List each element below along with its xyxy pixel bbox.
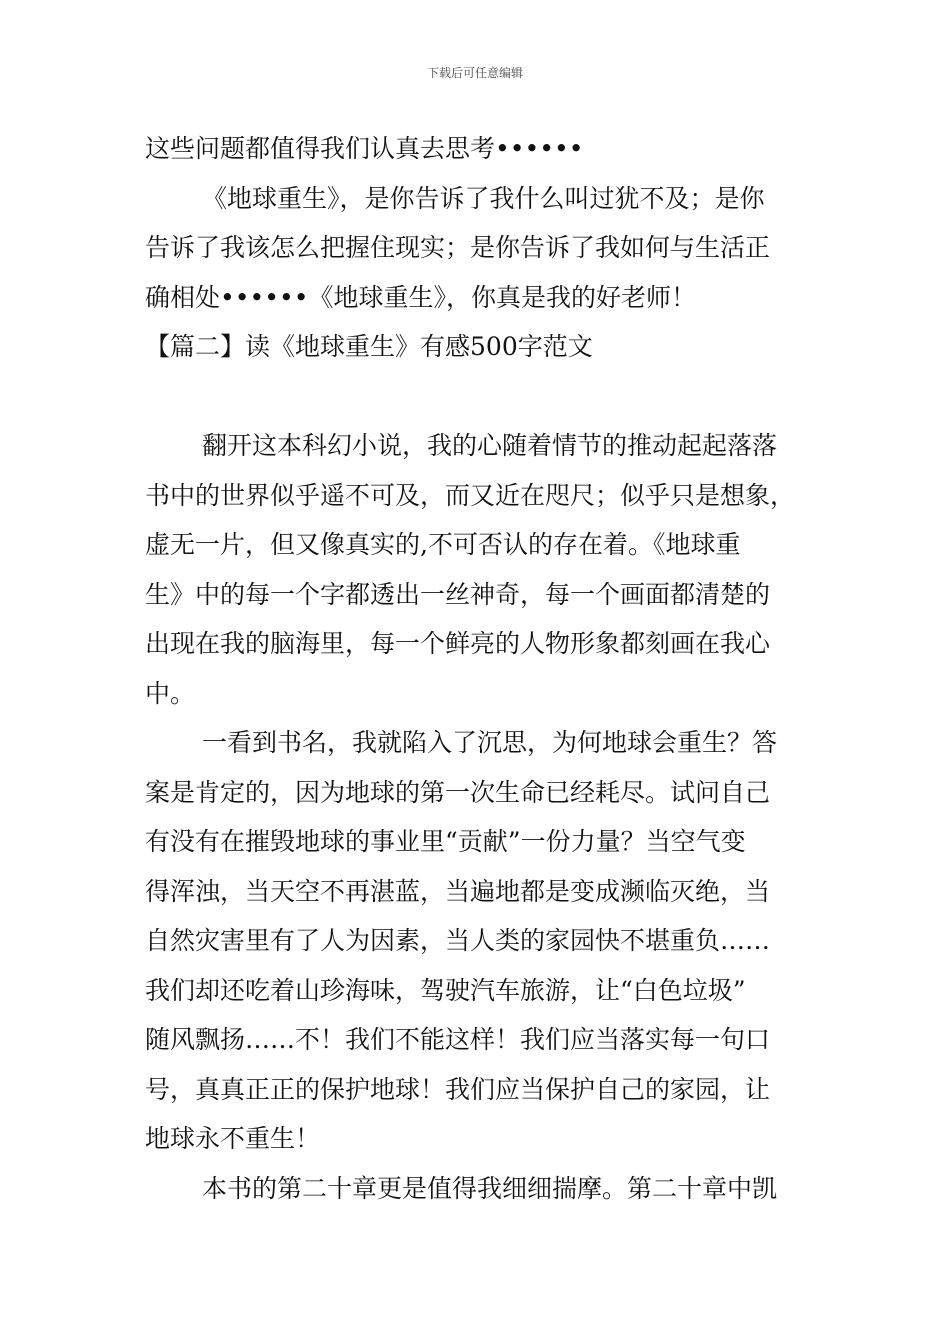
section-heading: 【篇二】读《地球重生》有感500字范文	[145, 332, 593, 361]
text-line: 一看到书名，我就陷入了沉思，为何地球会重生？答	[202, 728, 778, 757]
blank-line	[145, 372, 813, 422]
text-line: 《地球重生》，是你告诉了我什么叫过犹不及；是你	[202, 183, 765, 213]
text-line: 生》中的每一个字都透出一丝神奇，每一个画面都清楚的	[145, 579, 771, 609]
document-body	[145, 124, 813, 1213]
text-line: 确相处••••••《地球重生》，你真是我的好老师！	[145, 282, 696, 312]
text-line: 有没有在摧毁地球的事业里“贡献”一份力量？当空气变	[145, 827, 746, 856]
text-line: 中。	[145, 678, 196, 708]
text-line: 这些问题都值得我们认真去思考••••••	[145, 134, 584, 163]
text-line: 自然灾害里有了人为因素，当人类的家园快不堪重负……	[145, 926, 771, 955]
text-line: 我们却还吃着山珍海味，驾驶汽车旅游，让“白色垃圾”	[145, 975, 746, 1005]
text-line: 书中的世界似乎遥不可及，而又近在咫尺；似乎只是想象，	[145, 480, 796, 510]
text-line: 本书的第二十章更是值得我细细揣摩。第二十章中凯	[202, 1173, 778, 1203]
text-line: 得浑浊，当天空不再湛蓝，当遍地都是变成濒临灭绝，当	[145, 876, 771, 906]
text-line: 随风飘扬……不！我们不能这样！我们应当落实每一句口	[145, 1025, 771, 1054]
text-line: 号，真真正正的保护地球！我们应当保护自己的家园，让	[145, 1074, 771, 1104]
text-line: 虚无一片，但又像真实的,不可否认的存在着。《地球重	[145, 530, 741, 559]
text-line: 告诉了我该怎么把握住现实；是你告诉了我如何与生活正	[145, 233, 771, 262]
text-line: 翻开这本科幻小说，我的心随着情节的推动起起落落	[202, 431, 778, 460]
text-line: 地球永不重生！	[145, 1124, 321, 1153]
text-line: 案是肯定的，因为地球的第一次生命已经耗尽。试问自己	[145, 777, 771, 807]
text-line: 出现在我的脑海里，每一个鲜亮的人物形象都刻画在我心	[145, 629, 771, 658]
page-header: 下载后可任意编辑	[426, 66, 523, 80]
